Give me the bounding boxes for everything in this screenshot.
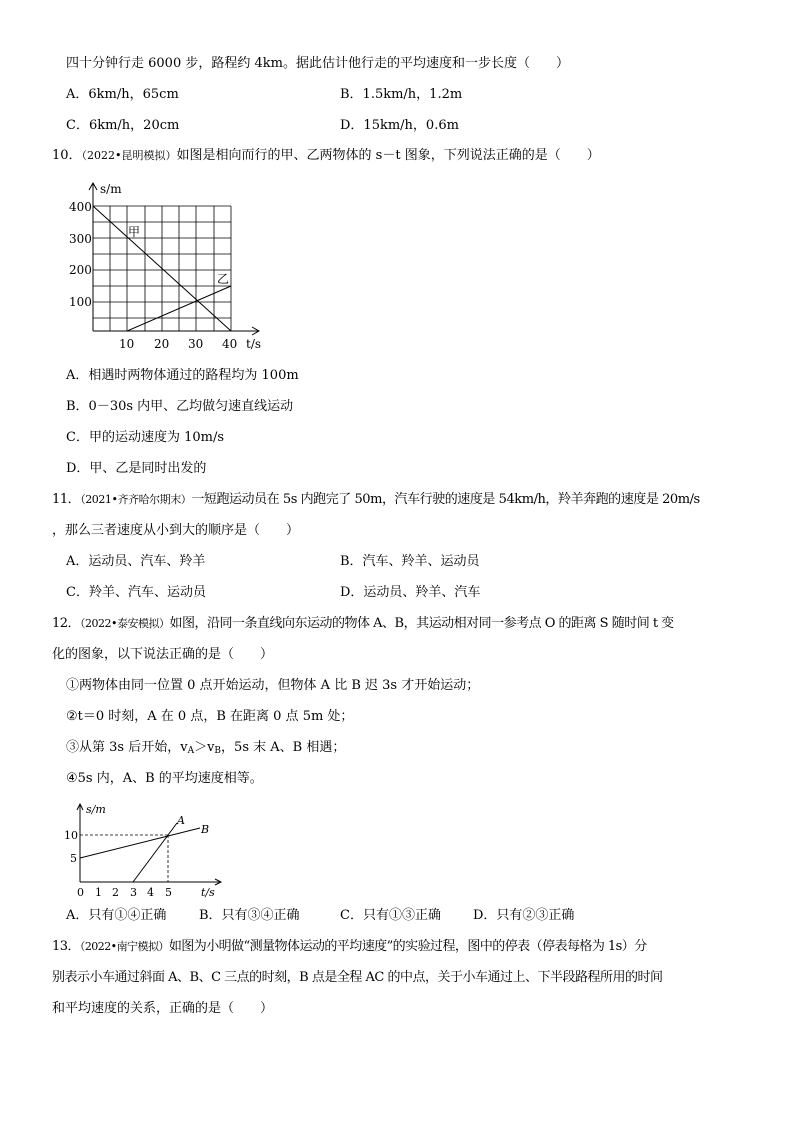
q9-option-a: A．6km/h，65cm — [66, 87, 179, 102]
q12-label-b: B — [201, 823, 210, 836]
q11-option-b: B．汽车、羚羊、运动员 — [340, 554, 480, 569]
q12-option-d: D．只有②③正确 — [473, 908, 575, 923]
q10-ytick-200: 200 — [69, 263, 92, 277]
q10-ytick-300: 300 — [69, 232, 92, 246]
q12-xtick-5: 5 — [165, 886, 172, 899]
q12-label-a: A — [177, 814, 185, 827]
q12-statement-4: ④5s 内，A、B 的平均速度相等。 — [66, 771, 263, 786]
q10-xtick-40: 40 — [222, 337, 238, 351]
q10-ylabel: s/m — [100, 182, 122, 196]
q13-number: 13． — [52, 939, 80, 954]
q12-statement-3-post: ，5s 末 A、B 相遇； — [221, 740, 346, 755]
q10-option-a: A．相遇时两物体通过的路程均为 100m — [66, 368, 299, 383]
q12-xtick-4: 4 — [147, 886, 154, 899]
q12-xtick-3: 3 — [130, 886, 137, 899]
q12-source: （2022•泰安模拟） — [80, 617, 170, 630]
q12-axes — [77, 804, 221, 885]
q10-option-b: B．0－30s 内甲、乙均做匀速直线运动 — [66, 399, 294, 414]
q12-statement-3-mid: ＞v — [194, 740, 215, 755]
q10-xlabel: t/s — [246, 337, 262, 351]
q13-stem-line3: 和平均速度的关系，正确的是（ ） — [52, 1001, 274, 1016]
q10-xtick-10: 10 — [119, 337, 135, 351]
q11-option-c: C．羚羊、汽车、运动员 — [66, 585, 206, 600]
q12-ytick-10: 10 — [64, 829, 78, 842]
q12-statement-3-pre: ③从第 3s 后开始，v — [66, 740, 188, 755]
q10-stem — [52, 146, 600, 166]
q10-ytick-400: 400 — [69, 200, 92, 214]
q12-stem-text: 如图，沿同一条直线向东运动的物体 A、B，其运动相对同一参考点 O 的距离 S 随时间 t 变 — [169, 616, 674, 631]
q12-dashed-guides — [80, 835, 168, 882]
q11-option-d: D．运动员、羚羊、汽车 — [340, 585, 481, 600]
q12-xtick-0: 0 — [77, 886, 84, 899]
q12-xtick-2: 2 — [112, 886, 119, 899]
q12-subscript-a: A — [187, 746, 195, 756]
q12-xlabel: t/s — [201, 886, 215, 899]
q12-stem — [52, 614, 674, 634]
q11-option-a: A．运动员、汽车、羚羊 — [66, 554, 206, 569]
q10-number: 10． — [52, 148, 82, 163]
q10-label-jia: 甲 — [128, 225, 141, 239]
q12-st-graph — [60, 796, 230, 902]
q9-stem-tail: 四十分钟行走 6000 步，路程约 4km。据此估计他行走的平均速度和一步长度（ ） — [66, 56, 569, 71]
q12-option-c: C．只有①③正确 — [340, 908, 441, 923]
q9-option-c: C．6km/h，20cm — [66, 118, 180, 133]
q13-stem-line2: 别表示小车通过斜面 A、B、C 三点的时刻，B 点是全程 AC 的中点，关于小车通过上、下半段路程所用的时间 — [52, 970, 663, 985]
q10-xtick-20: 20 — [154, 337, 170, 351]
q11-source: （2021•齐齐哈尔期末） — [80, 493, 192, 506]
q13-source: （2022•南宁模拟） — [79, 940, 169, 953]
q12-stem-line2: 化的图象，以下说法正确的是（ ） — [52, 647, 274, 662]
q11-stem-text: 一短跑运动员在 5s 内跑完了 50m，汽车行驶的速度是 54km/h，羚羊奔跑的速度是 20m/s — [191, 492, 700, 507]
q11-number: 11． — [52, 492, 81, 507]
q11-stem-line2: ，那么三者速度从小到大的顺序是（ ） — [52, 523, 300, 538]
q10-label-yi: 乙 — [217, 272, 230, 286]
q10-option-d: D．甲、乙是同时出发的 — [66, 461, 207, 476]
q12-ylabel: s/m — [86, 803, 106, 816]
q12-xtick-1: 1 — [95, 886, 102, 899]
q12-subscript-b: B — [214, 746, 222, 756]
q12-option-a: A．只有①④正确 — [66, 908, 167, 923]
q10-source: （2022•昆明模拟） — [81, 149, 177, 162]
q13-stem — [52, 937, 647, 957]
q12-statement-2: ②t＝0 时刻，A 在 0 点，B 在距离 0 点 5m 处； — [66, 709, 354, 724]
q12-line-b — [80, 828, 200, 858]
q12-option-b: B．只有③④正确 — [199, 908, 300, 923]
q12-ytick-5: 5 — [70, 852, 77, 865]
q10-ytick-100: 100 — [69, 295, 92, 309]
q10-xtick-30: 30 — [188, 337, 204, 351]
q10-option-c: C．甲的运动速度为 10m/s — [66, 430, 224, 445]
q12-number: 12． — [52, 616, 81, 631]
q10-st-graph — [60, 176, 270, 356]
q13-stem-text: 如图为小明做“测量物体运动的平均速度”的实验过程，图中的停表（停表每格为 1s）分 — [168, 939, 647, 954]
q9-option-b: B．1.5km/h，1.2m — [340, 87, 463, 102]
q12-statement-1: ①两物体由同一位置 0 点开始运动，但物体 A 比 B 迟 3s 才开始运动； — [66, 678, 480, 693]
q12-line-a — [133, 823, 177, 882]
q9-option-d: D．15km/h，0.6m — [340, 118, 459, 133]
q10-stem-text: 如图是相向而行的甲、乙两物体的 s－t 图象，下列说法正确的是（ ） — [176, 148, 600, 163]
q12-statement-3 — [66, 738, 345, 761]
q11-stem — [52, 490, 700, 510]
